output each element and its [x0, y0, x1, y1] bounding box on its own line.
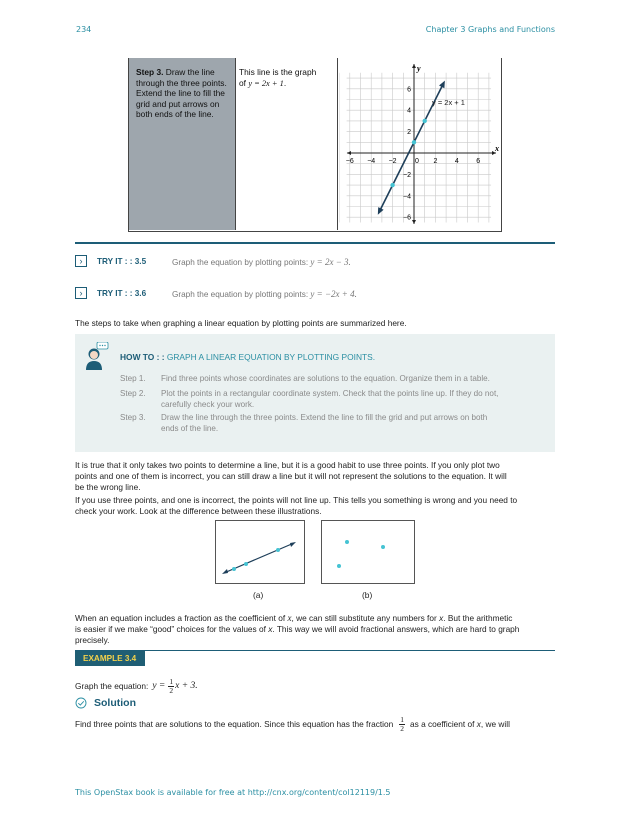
p3-part-4: . But the arithmetic	[443, 613, 513, 623]
paragraph-2-line-1: If you use three points, and one is incorrect, the points will not line up. This tells you something is wrong and you need to	[75, 495, 518, 505]
p3-part-2: , we can still substitute any numbers for	[291, 613, 437, 623]
paragraph-2-line-2: check your work. Look at the difference between these illustrations.	[75, 506, 322, 516]
solution-heading	[75, 697, 136, 709]
example-eq-rest: x + 3.	[175, 681, 198, 691]
x-tick-label: 2	[433, 158, 438, 165]
try-it-row-2	[75, 287, 555, 301]
solution-fraction-denominator: 2	[400, 724, 405, 733]
x-axis-label: x	[495, 144, 499, 153]
solution-text-part-2: as a coefficient of	[410, 719, 475, 729]
paragraph-2	[75, 495, 557, 517]
step-desc-equation: y = 2x + 1	[248, 78, 284, 88]
how-to-step-num-2: Step 2.	[120, 389, 146, 398]
try-it-label-1: TRY IT : : 3.5	[97, 257, 147, 266]
chapter-title: Chapter 3 Graphs and Functions	[425, 25, 555, 34]
solution-fraction	[399, 716, 405, 733]
example-prompt-text: Graph the equation:	[75, 681, 149, 691]
paragraph-1	[75, 460, 557, 493]
paragraph-3	[75, 613, 557, 646]
checkmark-circle-icon	[75, 697, 87, 709]
x-tick-label: 6	[476, 158, 481, 165]
figure-b	[321, 520, 415, 584]
how-to-step-2-line1: Plot the points in a rectangular coordinate system. Check that the points line up. If they do not,	[161, 389, 499, 398]
step-label-cell	[129, 58, 236, 230]
footer-link[interactable]: This OpenStax book is available for free at http://cnx.org/content/col12119/1.5	[75, 788, 391, 797]
step-label-rest: Draw the line through the three points. Extend the line to fill the grid and put arrows on both ends of the line.	[136, 67, 227, 119]
solution-text-x: x	[476, 719, 481, 729]
try-it-chevron-icon[interactable]: ›	[75, 255, 87, 267]
how-to-title	[120, 352, 375, 362]
example-label: EXAMPLE 3.4	[83, 654, 137, 663]
y-tick-label: −4	[403, 193, 411, 201]
y-tick-label: 6	[407, 86, 411, 94]
paragraph-1-line-2: points and one of them is incorrect, you can still draw a line but it will not represent the solutions to the equation. It will	[75, 471, 507, 481]
paragraph-3-line-1	[75, 613, 557, 624]
x-tick-label: 0	[415, 158, 419, 165]
solution-text-part-3: , we will	[480, 719, 510, 729]
y-tick-label: 4	[407, 107, 411, 115]
paragraph-3-line-2	[75, 624, 557, 635]
how-to-step-num-3: Step 3.	[120, 413, 146, 422]
how-to-step-num-1: Step 1.	[120, 374, 146, 383]
how-to-box	[75, 334, 555, 452]
figure-a-graphic	[216, 521, 304, 583]
solution-label: Solution	[94, 697, 136, 709]
fraction-denominator: 2	[169, 686, 174, 695]
fraction-numerator: 1	[169, 677, 174, 686]
try-it-equation-2: y = −2x + 4.	[310, 289, 357, 299]
graph-point	[412, 140, 416, 144]
paragraph-3-line-3: precisely.	[75, 635, 110, 645]
y-axis-bottom-arrow	[412, 220, 416, 224]
y-axis-label: y	[417, 64, 421, 73]
section-divider	[75, 242, 555, 244]
solution-fraction-numerator: 1	[400, 715, 405, 724]
x-tick-label: 4	[454, 158, 459, 165]
step-desc-of: of	[239, 77, 249, 88]
step-table	[128, 58, 502, 232]
how-to-step-text-3	[161, 413, 551, 434]
caption-a: (a)	[253, 590, 264, 600]
step-label-text	[129, 58, 235, 120]
p3-x-2: x	[439, 613, 444, 623]
p3-part-5: is easier if we make “good” choices for the values of	[75, 624, 266, 634]
how-to-step-1-line1: Find three points whose coordinates are solutions to the equation. Organize them in a table.	[161, 374, 490, 383]
graph-point	[390, 183, 394, 187]
solution-text	[75, 716, 557, 733]
y-tick-label: −2	[403, 171, 411, 179]
try-it-equation-1: y = 2x − 3.	[310, 257, 351, 267]
example-fraction	[168, 678, 174, 695]
how-to-step-2-line2: carefully check your work.	[161, 399, 255, 409]
graph-point	[423, 119, 427, 123]
figure-a	[215, 520, 305, 584]
y-axis-top-arrow	[412, 64, 416, 68]
step-desc-line2	[239, 78, 333, 90]
y-tick-label: −6	[403, 214, 411, 222]
how-to-step-3-line2: ends of the line.	[161, 423, 219, 433]
p3-part-0: When an equation includes a fraction as the coefficient of	[75, 613, 286, 623]
p3-x-3: x	[268, 624, 273, 634]
try-it-text-1	[172, 257, 351, 267]
step-desc-period: .	[283, 77, 287, 88]
caption-b: (b)	[362, 590, 373, 600]
example-rule	[75, 650, 555, 651]
teacher-avatar-icon	[83, 342, 109, 370]
try-it-chevron-icon[interactable]: ›	[75, 287, 87, 299]
p3-x-1: x	[287, 613, 292, 623]
x-tick-label: −6	[345, 158, 354, 165]
page-number: 234	[76, 25, 92, 34]
try-it-row-1	[75, 255, 555, 269]
how-to-step-3-line1: Draw the line through the three points. Extend the line to fill the grid and put arrows on both	[161, 413, 488, 422]
try-it-text-2	[172, 289, 357, 299]
x-tick-label: −2	[388, 158, 397, 165]
how-to-step-text-1	[161, 374, 551, 385]
summary-intro: The steps to take when graphing a linear equation by plotting points are summarized here.	[75, 318, 407, 328]
try-it-label-2: TRY IT : : 3.6	[97, 289, 147, 298]
x-tick-label: −4	[367, 158, 376, 165]
p3-part-7: . This way we will avoid fractional answers, which are hard to graph	[272, 624, 520, 634]
figure-b-graphic	[322, 521, 414, 583]
paragraph-1-line-3: be the wrong line.	[75, 482, 141, 492]
example-badge	[75, 651, 145, 666]
paragraph-1-line-1: It is true that it only takes two points to determine a line, but it is a good habit to use three points. If you only plot two	[75, 460, 500, 470]
x-axis-left-arrow	[347, 151, 351, 155]
step-desc-cell	[236, 58, 338, 230]
example-eq-y: y =	[152, 681, 166, 691]
step-desc-line1: This line is the graph	[239, 67, 317, 77]
solution-text-part-1: Find three points that are solutions to the equation. Since this equation has the fraction	[75, 719, 394, 729]
how-to-prefix: HOW TO : :	[120, 352, 165, 362]
step-label-bold: Step 3.	[136, 67, 164, 77]
how-to-heading: GRAPH A LINEAR EQUATION BY PLOTTING POINTS.	[166, 352, 376, 362]
try-it-prompt-2: Graph the equation by plotting points:	[172, 290, 309, 299]
step3-graph	[339, 58, 501, 230]
line-label: y = 2x + 1	[432, 98, 465, 107]
how-to-step-text-2	[161, 389, 551, 410]
y-tick-label: 2	[407, 129, 411, 137]
example-prompt	[75, 678, 198, 695]
try-it-prompt-1: Graph the equation by plotting points:	[172, 258, 309, 267]
